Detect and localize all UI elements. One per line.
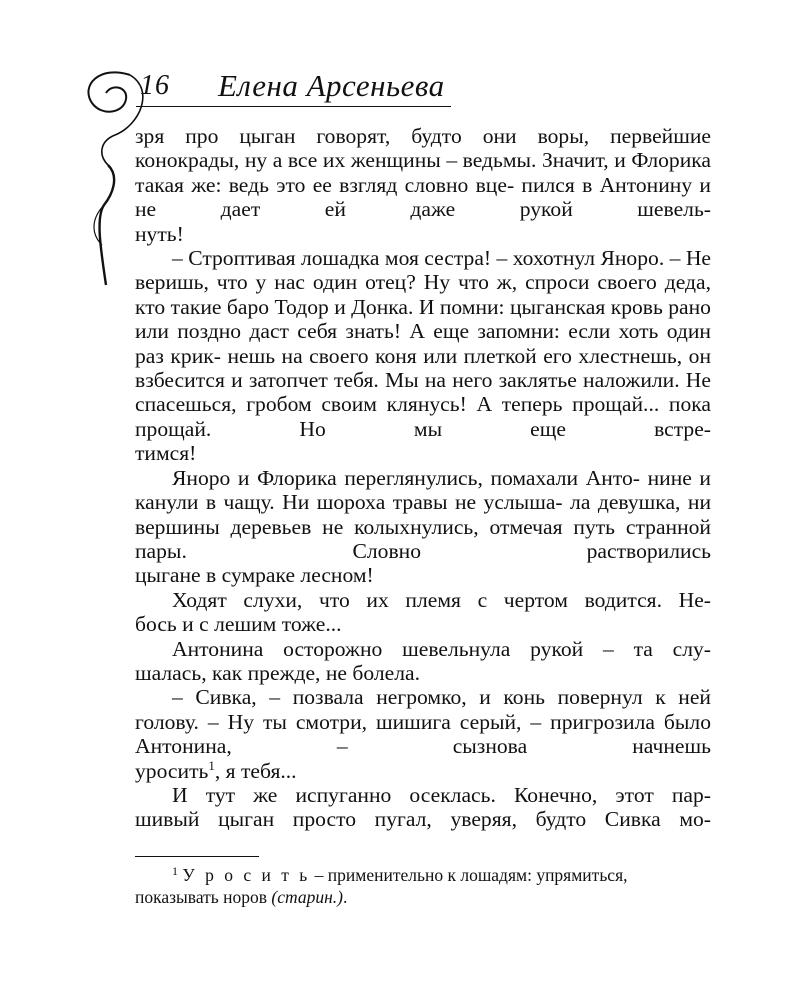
header-rule	[136, 106, 451, 107]
footnote	[135, 864, 711, 908]
paragraph: Ходят слухи, что их племя с чертом водится. Не-	[172, 587, 711, 612]
paragraph-end: нуть!	[135, 221, 184, 246]
footnote-source-label: (старин.)	[271, 887, 343, 907]
running-header	[136, 66, 451, 110]
paragraph: – Строптивая лошадка моя сестра! – хохотнул Яноро. – Не веришь, что у нас один отец? Ну что ж, спроси своего деда, кто такие баро Тодор и Донка. И помни: цыганская кровь рано или поздно даст себя знать! А еще запомни: если хоть один раз крик- нешь на своего коня или плеткой его хлестнешь, он взбесится и затопчет тебя. Мы на него заклятье наложили. Не спасешься, гробом своим клянусь! А теперь прощай... пока прощай. Но мы еще встре-	[135, 246, 712, 441]
paragraph: зря про цыган говорят, будто они воры, первейшие конокрады, ну а все их женщины – ведьмы. Значит, и Флорика такая же: ведь это ее взгляд словно вце- пился в Антонину и не дает ей даже рукой шевель-	[135, 124, 711, 222]
paragraph-end: шалась, как прежде, не болела.	[135, 660, 421, 685]
footnote-reference: 1	[208, 757, 215, 773]
paragraph: И тут же испуганно осеклась. Конечно, этот пар-	[172, 782, 711, 807]
page-number: 16	[140, 70, 170, 101]
footnote-mark: 1	[172, 864, 178, 878]
paragraph-end: тимся!	[135, 441, 197, 466]
footnote-rule	[135, 856, 259, 857]
paragraph-continues: шивый цыган просто пугал, уверяя, будто Сивка мо-	[135, 807, 711, 832]
paragraph: – Сивка, – позвала негромко, и конь повернул к ней голову. – Ну ты смотри, шишига серый, – пригрозила было Антонина, – сызнова начнешь	[135, 685, 711, 759]
author-name: Елена Арсеньева	[218, 68, 445, 103]
paragraph: Антонина осторожно шевельнула рукой – та слу-	[172, 636, 711, 661]
paragraph-end-with-footnote: уросить$^1$, я тебя...	[135, 757, 297, 783]
footnote-text-line2: показывать норов (старин.).	[135, 887, 348, 907]
footnote-term: У р о с и т ь	[182, 865, 311, 885]
body-text	[135, 124, 711, 832]
paragraph-end: бось и с лешим тоже...	[135, 612, 342, 637]
paragraph: Яноро и Флорика переглянулись, помахали Анто- нине и канули в чащу. Ни шороха травы не услыша- ла девушка, ни вершины деревьев не колыхнулись, отмечая путь странной пары. Словно растворились	[135, 465, 712, 563]
footnote-text: $^1$ У р о с и т ь – применительно к лошадям: упрямиться,	[172, 864, 628, 885]
paragraph-end: цыгане в сумраке лесном!	[135, 563, 374, 588]
